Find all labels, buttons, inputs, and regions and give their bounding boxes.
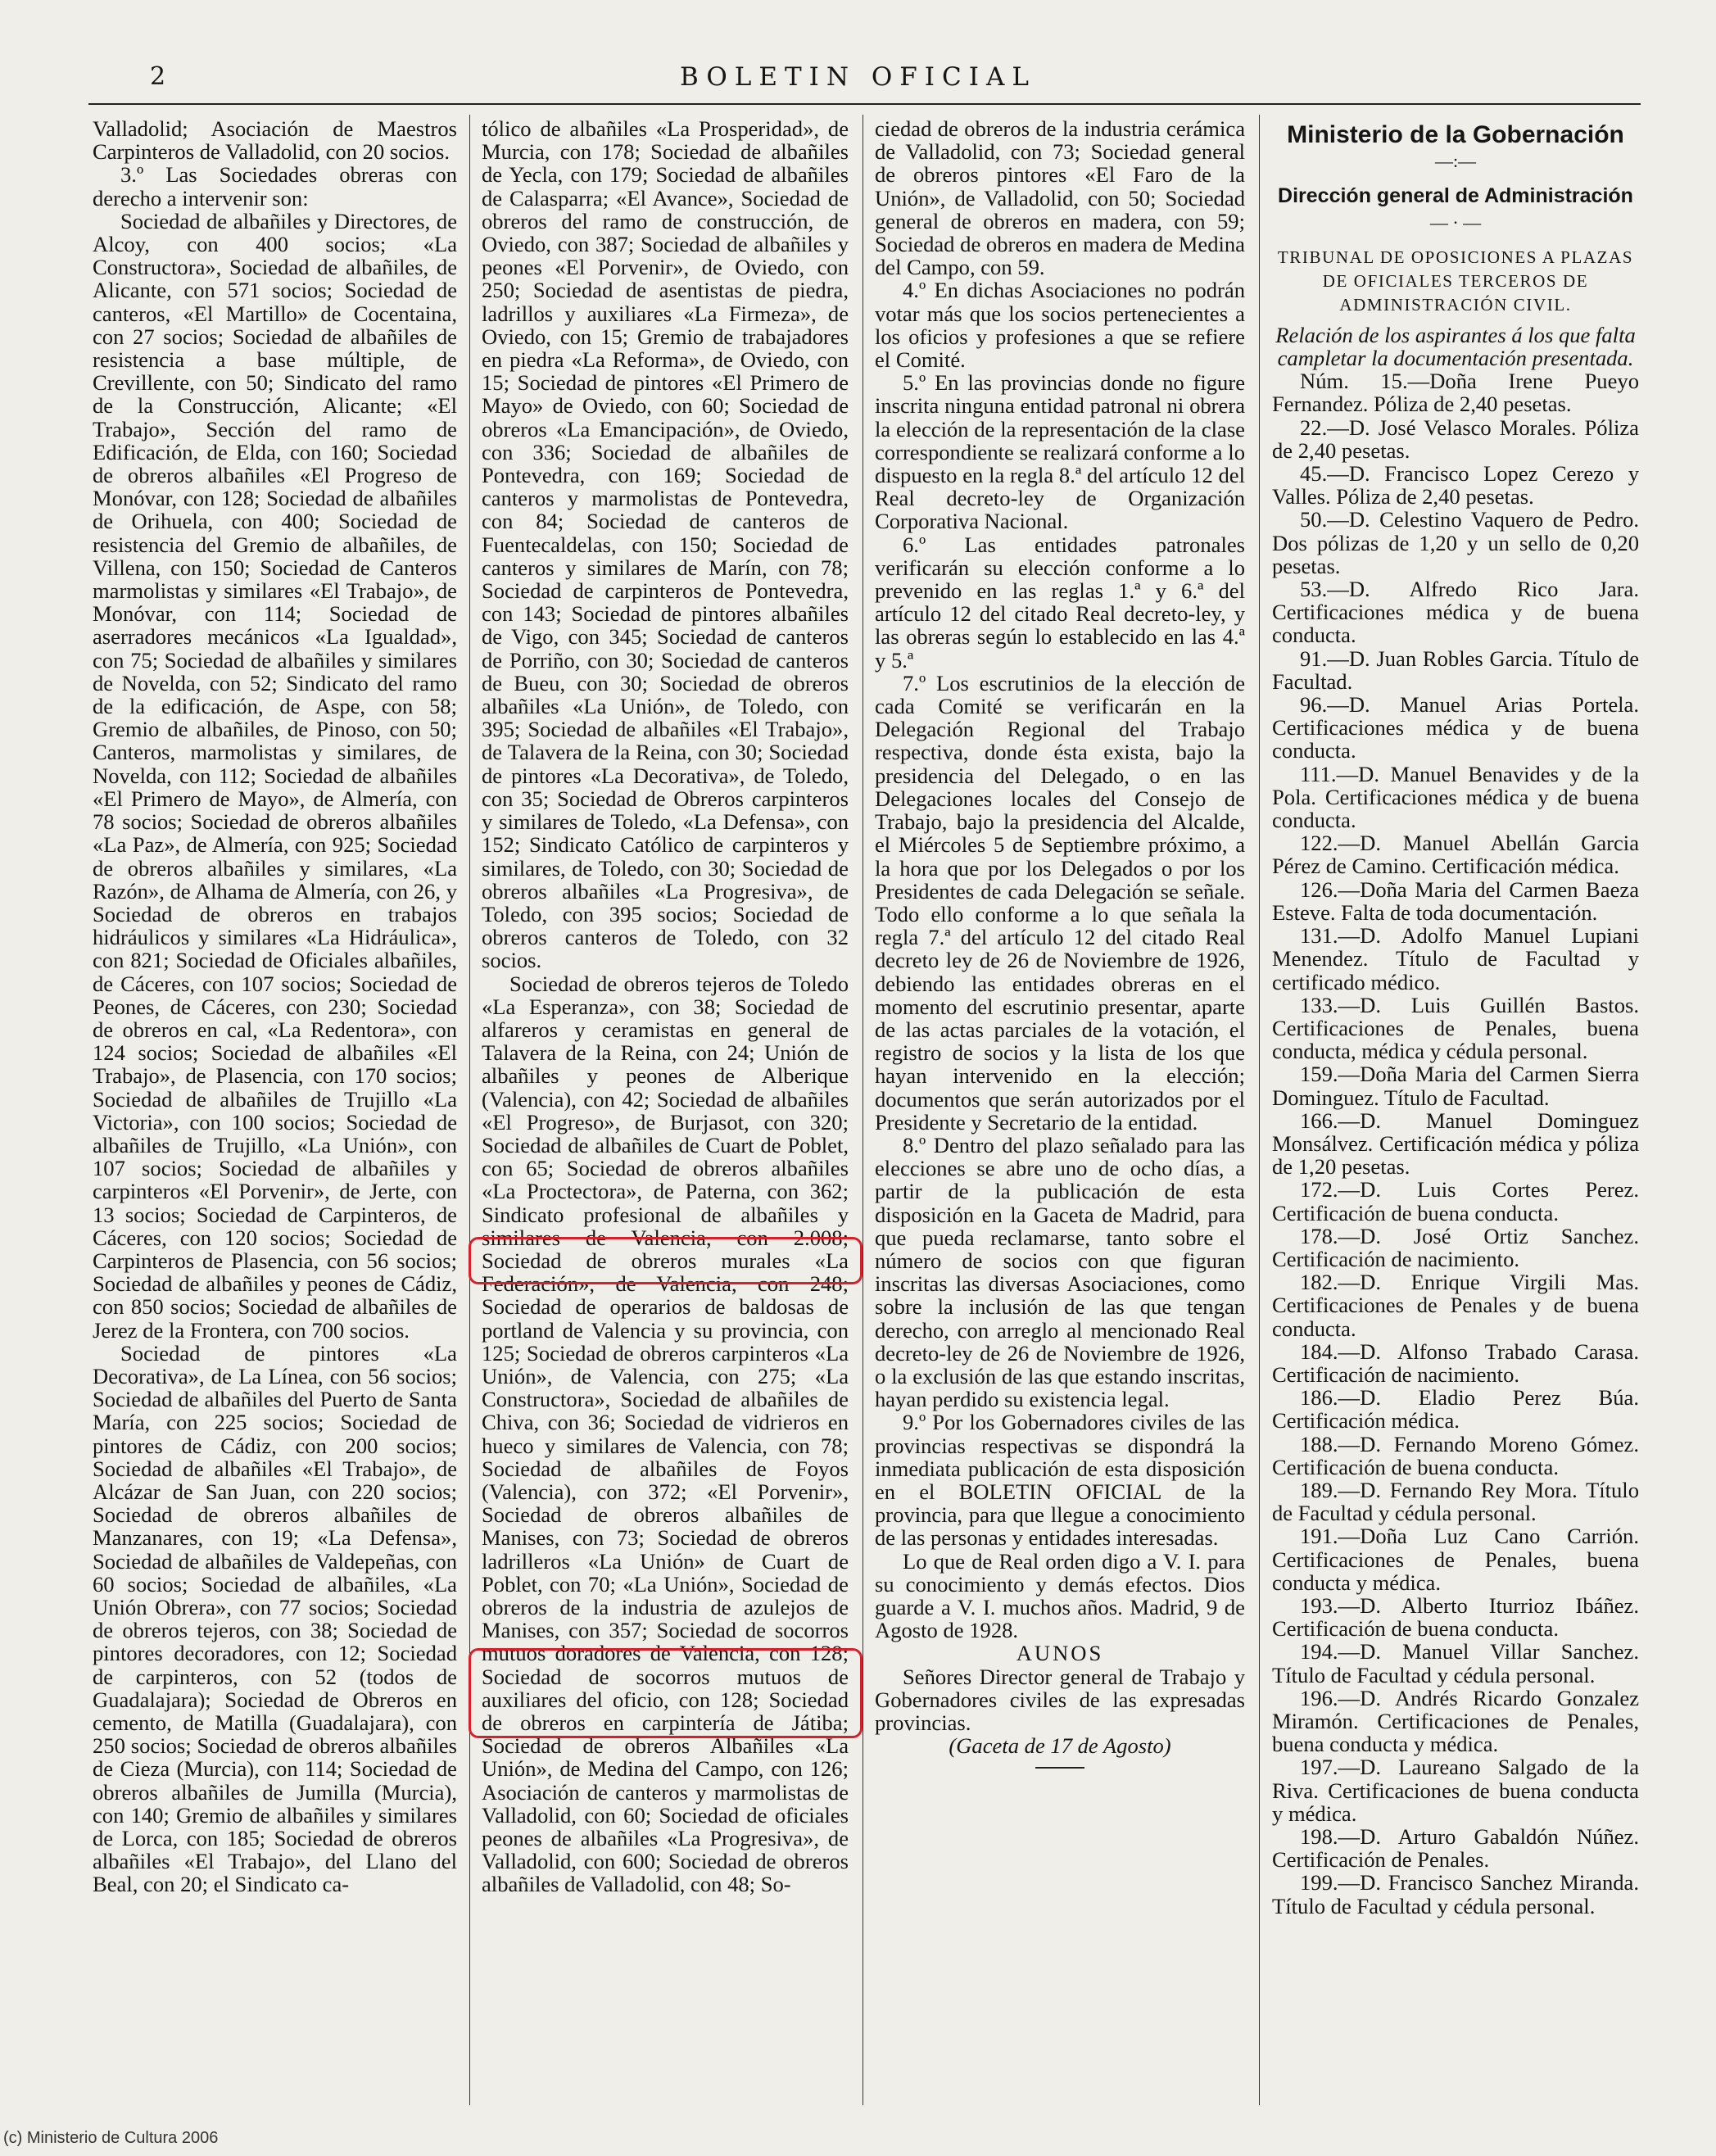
relation-heading: Relación de los aspirantes á los que falta campletar la documentación presentada. [1275, 322, 1636, 371]
paragraph: Lo que de Real orden digo a V. I. para su conocimiento y demás efectos. Dios guarde a V. I. muchos años. Madrid, 9 de Agosto de 1928. [875, 1548, 1245, 1643]
tribunal-heading: TRIBUNAL DE OPOSICIONES A PLAZAS DE OFICIALES TERCEROS DE ADMINISTRACIÓN CIVIL. [1277, 247, 1634, 315]
paragraph: ciedad de obreros de la industria cerámica de Valladolid, con 73; Sociedad general de obreros pintores «El Faro de la Unión», de Valladolid, con 50; Sociedad general de obreros en madera, con 59; Sociedad de obreros en madera de Medina del Campo, con 59. [875, 117, 1245, 280]
copyright-notice: (c) Ministerio de Cultura 2006 [3, 2129, 219, 2147]
separator: —:— [1434, 151, 1477, 172]
applicant-entry: 199.—D. Francisco Sanchez Miranda. Título de Facultad y cédula personal. [1272, 1870, 1639, 1918]
ministry-heading: Ministerio de la Gobernación [1287, 121, 1624, 148]
applicant-entry: 186.—D. Eladio Perez Búa. Certificación médica. [1272, 1385, 1639, 1434]
column-2 [482, 117, 849, 2099]
applicant-entry: Núm. 15.—Doña Irene Pueyo Fernandez. Póliza de 2,40 pesetas. [1272, 369, 1639, 417]
applicant-entry: 172.—D. Luis Cortes Perez. Certificación de buena conducta. [1272, 1177, 1639, 1225]
applicant-list [1272, 369, 1639, 1918]
paragraph: Sociedad de pintores «La Decorativa», de La Línea, con 56 socios; Sociedad de albañiles del Puerto de Santa María, con 225 socios; Sociedad de pintores de Cádiz, con 200 socios; Sociedad de albañiles «El Trabajo», de Alcázar de San Juan, con 220 socios; Sociedad de obreros albañiles de Manzanares, con 19; «La Defensa», Sociedad de albañiles de Valdepeñas, con 60 socios; Sociedad de albañiles, «La Unión Obrera», con 77 socios; Sociedad de obreros tejeros, con 38; Sociedad de pintores decoradores, con 12; Sociedad de carpinteros, con 52 (todos de Guadalajara); Sociedad de Obreros en cemento, de Matilla (Guadalajara), con 250 socios; Sociedad de obreros albañiles de Cieza (Murcia), con 114; Sociedad de obreros albañiles de Jumilla (Murcia), con 140; Gremio de albañiles y similares de Lorca, con 185; Sociedad de obreros albañiles «El Trabajo», del Llano del Beal, con 20; el Sindicato ca- [93, 1340, 457, 1897]
applicant-entry: 96.—D. Manuel Arias Portela. Certificaciones médica y de buena conducta. [1272, 692, 1639, 763]
highlight-box [469, 1237, 863, 1284]
applicant-entry: 45.—D. Francisco Lopez Cerezo y Valles. Póliza de 2,40 pesetas. [1272, 461, 1639, 510]
applicant-entry: 193.—D. Alberto Iturrioz Ibáñez. Certificación de buena conducta. [1272, 1592, 1639, 1642]
column-divider [469, 115, 470, 2105]
applicant-entry: 133.—D. Luis Guillén Bastos. Certificaciones de Penales, buena conducta, médica y cédula personal. [1272, 992, 1639, 1064]
applicant-entry: 166.—D. Manuel Dominguez Monsálvez. Certificación médica y póliza de 1,20 pesetas. [1272, 1107, 1639, 1180]
applicant-entry: 91.—D. Juan Robles Garcia. Título de Facultad. [1272, 645, 1639, 694]
page-title: BOLETIN OFICIAL [680, 62, 1036, 92]
paragraph: 3.º Las Sociedades obreras con derecho a intervenir son: [93, 162, 457, 211]
paragraph: 7.º Los escrutinios de la elección de cada Comité se verificarán en la Delegación Regional del Trabajo respectiva, donde ésta exista, bajo la presidencia del Delegado, o en las Delegaciones locales del Consejo de Trabajo, bajo la presidencia del Alcalde, el Miércoles 5 de Septiembre próximo, a la hora que por los Delegados o por los Presidentes de cada Delegación se señale. Todo ello conforme a lo que señala la regla 7.ª del artículo 12 del citado Real decreto ley de 26 de Noviembre de 1926, debiendo las entidades obreras en el momento del escrutinio presentar, aparte de las actas parciales de la votación, el registro de socios y la lista de los que hayan intervenido en la elección; documentos que serán autorizados por el Presidente y Secretario de la entidad. [875, 670, 1245, 1135]
applicant-entry: 198.—D. Arturo Gabaldón Núñez. Certificación de Penales. [1272, 1824, 1639, 1873]
paragraph: Sociedad de obreros tejeros de Toledo «La Esperanza», con 38; Sociedad de alfareros y ceramistas en general de Talavera de la Reina, con 24; Unión de albañiles y peones de Alberique (Valencia), con 42; Sociedad de albañiles «El Progreso», de Burjasot, con 320; Sociedad de albañiles de Cuart de Poblet, con 65; Sociedad de obreros albañiles «La Proctectora», de Paterna, con 362; Sindicato profesional de albañiles y similares de Valencia, con 2.008; Sociedad de obreros murales «La Federación», de Valencia, con 248; Sociedad de operarios de baldosas de portland de Valencia y su provincia, con 125; Sociedad de obreros carpinteros «La Unión», de Valencia, con 275; «La Constructora», Sociedad de albañiles de Chiva, con 36; Sociedad de vidrieros en hueco y similares de Valencia, con 78; Sociedad de albañiles de Foyos (Valencia), con 372; «El Porvenir», Sociedad de obreros albañiles de Manises, con 73; Sociedad de obreros ladrilleros «La Unión» de Cuart de Poblet, con 70; «La Unión», Sociedad de obreros de la industria de azulejos de Manises, con 357; Sociedad de socorros mutuos doradores de Valencia, con 128; Sociedad de socorros mutuos de auxiliares del oficio, con 128; Sociedad de obreros en carpintería de Játiba; Sociedad de obreros Albañiles «La Unión», de Medina del Campo, con 126; Asociación de canteros y marmolistas de Valladolid, con 60; Sociedad de oficiales peones de albañiles «La Progresiva», de Valladolid, con 600; Sociedad de obreros albañiles de Valladolid, con 48; So- [482, 971, 849, 1897]
gazette-reference: (Gaceta de 17 de Agosto) [949, 1733, 1171, 1759]
direction-heading: Dirección general de Administración [1278, 184, 1633, 208]
applicant-entry: 22.—D. José Velasco Morales. Póliza de 2,40 pesetas. [1272, 414, 1639, 463]
column-4 [1272, 117, 1639, 2099]
applicant-entry: 126.—Doña Maria del Carmen Baeza Esteve. Falta de toda documentación. [1272, 876, 1639, 925]
column-3 [875, 117, 1245, 2099]
applicant-entry: 53.—D. Alfredo Rico Jara. Certificaciones médica y de buena conducta. [1272, 577, 1639, 648]
separator: — · — [1429, 211, 1482, 233]
paragraph: 5.º En las provincias donde no figure inscrita ninguna entidad patronal ni obrera la elección de la representación de la clase correspondiente se realizará conforme a lo dispuesto en la regla 8.ª del artículo 12 del Real decreto-ley de Organización Corporativa Nacional. [875, 370, 1245, 534]
paragraph: 9.º Por los Gobernadores civiles de las provincias respectivas se dispondrá la inmediata publicación de esta disposición en el BOLETIN OFICIAL de la provincia, para que llegue a conocimiento de las personas y entidades interesadas. [875, 1410, 1245, 1551]
applicant-entry: 188.—D. Fernando Moreno Gómez. Certificación de buena conducta. [1272, 1431, 1639, 1479]
applicant-entry: 189.—D. Fernando Rey Mora. Título de Facultad y cédula personal. [1272, 1477, 1639, 1526]
applicant-entry: 182.—D. Enrique Virgili Mas. Certificaciones de Penales y de buena conducta. [1272, 1270, 1639, 1341]
paragraph: 6.º Las entidades patronales verificarán su elección conforme a lo prevenido en las reglas 1.ª y 6.ª del artículo 12 del citado Real decreto-ley, y las obreras según lo establecido en las 4.ª y 5.ª [875, 532, 1245, 673]
applicant-entry: 131.—D. Adolfo Manuel Lupiani Menendez. Título de Facultad y certificado médico. [1272, 923, 1639, 994]
column-1 [93, 117, 457, 2099]
column-divider [1259, 115, 1260, 2105]
header-rule [88, 103, 1641, 105]
signature: AUNOS [1016, 1641, 1104, 1666]
applicant-entry: 159.—Doña Maria del Carmen Sierra Dominguez. Título de Facultad. [1272, 1062, 1639, 1110]
applicant-entry: 197.—D. Laureano Salgado de la Riva. Certificaciones de buena conducta y médica. [1272, 1755, 1639, 1826]
paragraph: Sociedad de albañiles y Directores, de Alcoy, con 400 socios; «La Constructora», Sociedad de albañiles, de Alicante, con 571 socios; Sociedad de canteros, «El Martillo» de Cocentaina, con 27 socios; Sociedad de albañiles de resistencia a base múltiple, de Crevillente, con 50; Sindicato del ramo de la Construcción, Alicante; «El Trabajo», Sección del ramo de Edificación, de Elda, con 160; Sociedad de obreros albañiles «El Progreso de Monóvar, con 128; Sociedad de albañiles de Orihuela, con 400; Sociedad de resistencia del Gremio de albañiles, de Villena, con 150; Sociedad de Canteros marmolistas y similares «El Trabajo», de Monóvar, con 114; Sociedad de aserradores mecánicos «La Igualdad», con 75; Sociedad de albañiles y similares de Novelda, con 52; Sindicato del ramo de la edificación, de Aspe, con 58; Gremio de albañiles, de Pinoso, con 50; Canteros, marmolistas y similares, de Novelda, con 112; Sociedad de albañiles «El Primero de Mayo», de Almería, con 78 socios; Sociedad de obreros albañiles «La Paz», de Almería, con 925; Sociedad de obreros albañiles y similares, «La Razón», de Alhama de Almería, con 26, y Sociedad de obreros en trabajos hidráulicos y similares «La Hidráulica», con 821; Sociedad de Oficiales albañiles, de Cáceres, con 107 socios; Sociedad de Peones, de Cáceres, con 230; Sociedad de obreros en cal, «La Redentora», con 124 socios; Sociedad de albañiles «El Trabajo», de Plasencia, con 170 socios; Sociedad de albañiles de Trujillo «La Victoria», con 100 socios; Sociedad de albañiles de Trujillo, «La Unión», con 107 socios; Sociedad de albañiles y carpinteros «El Porvenir», de Jerte, con 13 socios; Sociedad de Carpinteros, de Cáceres, con 120 socios; Sociedad de Carpinteros de Plasencia, con 56 socios; Sociedad de albañiles y peones de Cádiz, con 850 socios; Sociedad de albañiles de Jerez de la Frontera, con 700 socios. [93, 208, 457, 1343]
highlight-box [469, 1648, 863, 1738]
paragraph: tólico de albañiles «La Prosperidad», de Murcia, con 178; Sociedad de albañiles de Yecla, con 179; Sociedad de albañiles de Calasparra; «El Avance», Sociedad de obreros del ramo de construcción, de Oviedo, con 387; Sociedad de albañiles y peones «El Porvenir», de Oviedo, con 250; Sociedad de asentistas de piedra, ladrillos y auxiliares «La Firmeza», de Oviedo, con 15; Gremio de trabajadores en piedra «La Reforma», de Oviedo, con 15; Sociedad de pintores «El Primero de Mayo» de Oviedo, con 60; Sociedad de obreros «La Emancipación», de Oviedo, con 336; Sociedad de albañiles de Pontevedra, con 169; Sociedad de canteros y marmolistas de Pontevedra, con 84; Sociedad de canteros de Fuentecaldelas, con 150; Sociedad de canteros y similares de Marín, con 78; Sociedad de carpinteros de Pontevedra, con 143; Sociedad de pintores albañiles de Vigo, con 345; Sociedad de canteros de Porriño, con 30; Sociedad de canteros de Bueu, con 30; Sociedad de obreros albañiles «La Unión», de Toledo, con 395; Sociedad de albañiles «El Trabajo», de Talavera de la Reina, con 30; Sociedad de pintores «La Decorativa», de Toledo, con 35; Sociedad de Obreros carpinteros y similares de Toledo, «La Defensa», con 152; Sindicato Católico de carpinteros y similares, de Toledo, con 30; Sociedad de obreros albañiles «La Progresiva», de Toledo, con 395 socios; Sociedad de obreros canteros de Toledo, con 32 socios. [482, 117, 849, 973]
applicant-entry: 178.—D. José Ortiz Sanchez. Certificación de nacimiento. [1272, 1223, 1639, 1271]
paragraph: 4.º En dichas Asociaciones no podrán votar más que los socios pertenecientes a los oficios y profesiones a que se refiere el Comité. [875, 278, 1245, 373]
applicant-entry: 194.—D. Manuel Villar Sanchez. Título de Facultad y cédula personal. [1272, 1639, 1639, 1687]
paragraph: 8.º Dentro del plazo señalado para las elecciones se abre uno de ocho días, a partir de la publicación de esta disposición en la Gaceta de Madrid, para que pueda reclamarse, tanto sobre el número de socios con que figuran inscritas las diversas Asociaciones, como sobre la inclusión de las que tengan derecho, con arreglo al mencionado Real decreto-ley de 26 de Noviembre de 1926, o la exclusión de las que estando inscritas, hayan perdido su existencia legal. [875, 1132, 1245, 1412]
applicant-entry: 196.—D. Andrés Ricardo Gonzalez Miramón. Certificaciones de Penales, buena conducta y médica. [1272, 1685, 1639, 1757]
addressees: Señores Director general de Trabajo y Gobernadores civiles de las expresadas provincias. [875, 1664, 1245, 1736]
paragraph: Valladolid; Asociación de Maestros Carpinteros de Valladolid, con 20 socios. [93, 117, 457, 165]
applicant-entry: 191.—Doña Luz Cano Carrión. Certificaciones de Penales, buena conducta y médica. [1272, 1524, 1639, 1595]
applicant-entry: 111.—D. Manuel Benavides y de la Pola. Certificaciones médica y de buena conducta. [1272, 761, 1639, 833]
applicant-entry: 184.—D. Alfonso Trabado Carasa. Certificación de nacimiento. [1272, 1338, 1639, 1387]
page-number: 2 [150, 62, 166, 91]
applicant-entry: 50.—D. Celestino Vaquero de Pedro. Dos pólizas de 1,20 y un sello de 0,20 pesetas. [1272, 507, 1639, 578]
end-rule [1035, 1767, 1084, 1769]
applicant-entry: 122.—D. Manuel Abellán Garcia Pérez de Camino. Certificación médica. [1272, 831, 1639, 879]
